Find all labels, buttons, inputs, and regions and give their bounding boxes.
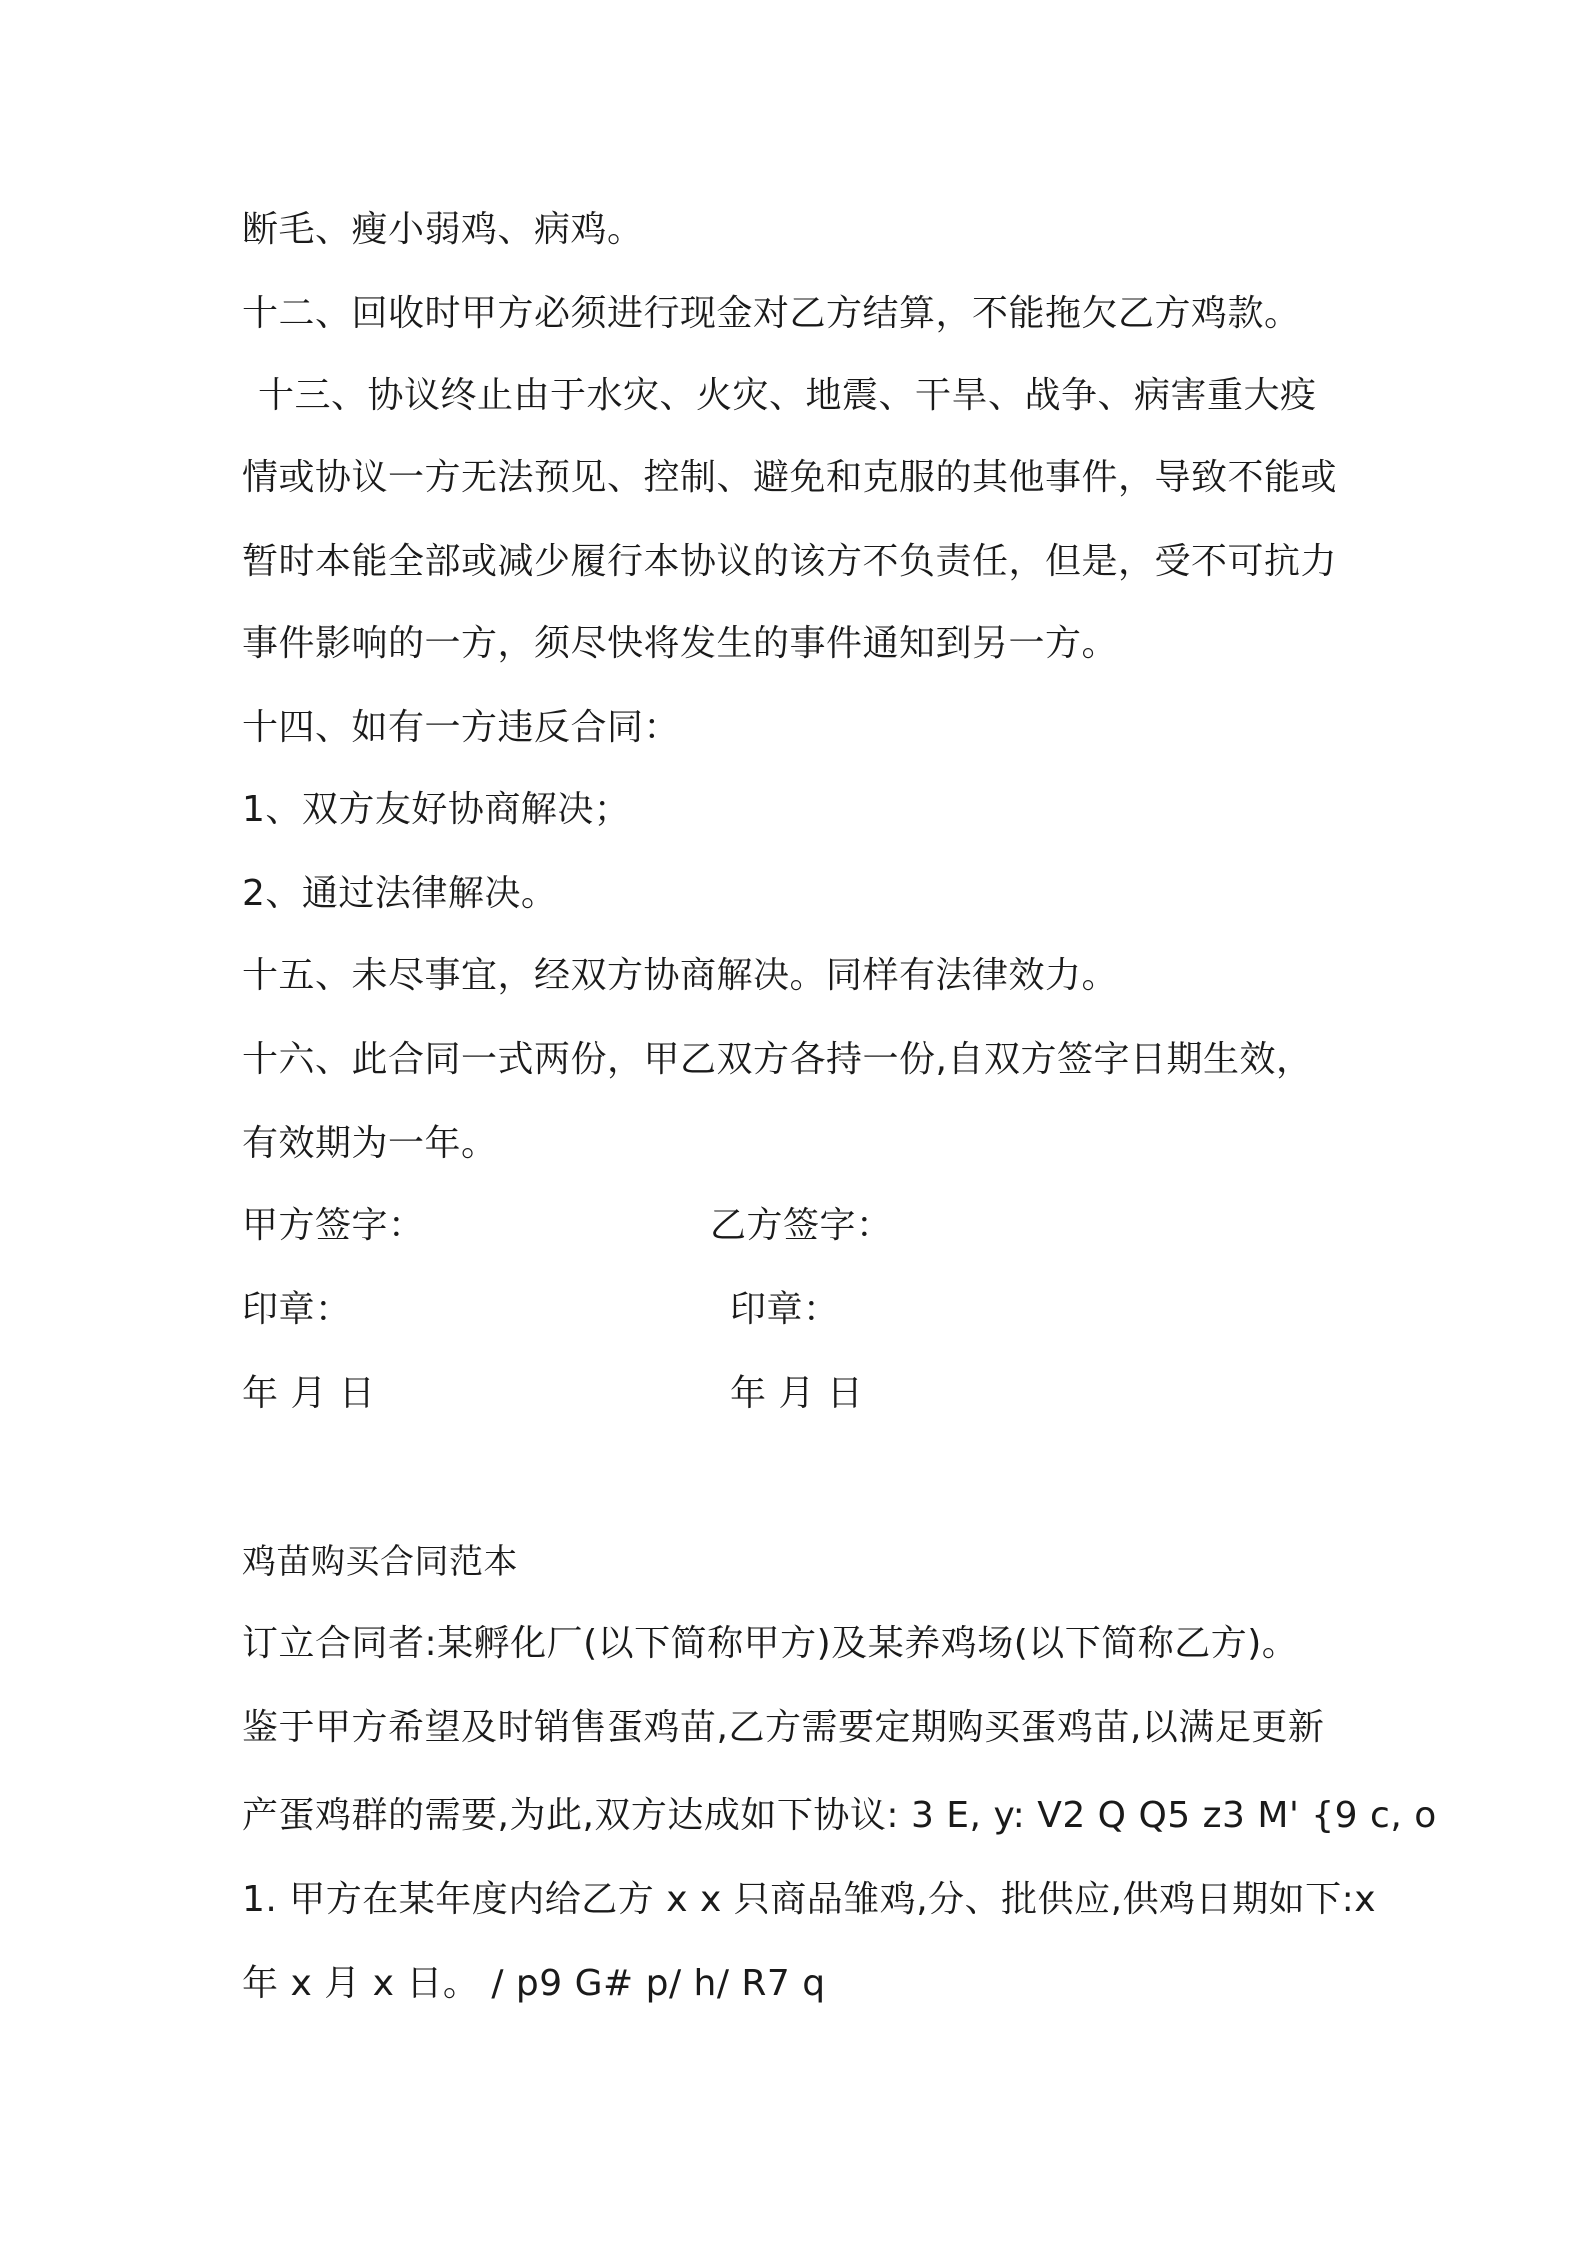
clause-15: 十五、未尽事宜，经双方协商解决。同样有法律效力。 [242,955,1119,996]
second-contract-clause-1-line-2: 年 x 月 x 日。 / p9 G# p/ h/ R7 q [242,1963,826,2004]
clause-14-item-1: 1、双方友好协商解决； [242,789,631,830]
clause-14: 十四、如有一方违反合同： [242,707,681,748]
clause-11-continuation: 断毛、瘦小弱鸡、病鸡。 [242,209,644,250]
second-contract-preamble-1: 鉴于甲方希望及时销售蛋鸡苗,乙方需要定期购买蛋鸡苗,以满足更新 [242,1707,1325,1748]
party-a-date-label: 年 月 日 [242,1373,376,1414]
second-contract-clause-1-line-1: 1. 甲方在某年度内给乙方 x x 只商品雏鸡,分、批供应,供鸡日期如下:x [242,1879,1377,1920]
party-a-seal-label: 印章： [242,1289,352,1330]
clause-13-line-3: 暂时本能全部或减少履行本协议的该方不负责任，但是，受不可抗力 [242,541,1338,582]
clause-16-line-1: 十六、此合同一式两份，甲乙双方各持一份,自双方签字日期生效， [242,1039,1313,1080]
party-b-date-label: 年 月 日 [730,1373,864,1414]
party-b-signature-label: 乙方签字： [710,1205,893,1246]
clause-16-line-2: 有效期为一年。 [242,1123,498,1164]
clause-13-line-1: 十三、协议终止由于水灾、火灾、地震、干旱、战争、病害重大疫 [258,375,1317,416]
party-b-seal-label: 印章： [730,1289,840,1330]
clause-14-item-2: 2、通过法律解决。 [242,873,558,914]
second-contract-title: 鸡苗购买合同范本 [242,1542,518,1582]
clause-13-line-4: 事件影响的一方，须尽快将发生的事件通知到另一方。 [242,623,1119,664]
second-contract-preamble-2: 产蛋鸡群的需要,为此,双方达成如下协议: 3 E, y: V2 Q Q5 z3 M' {9 c, o [242,1795,1437,1836]
second-contract-parties: 订立合同者:某孵化厂(以下简称甲方)及某养鸡场(以下简称乙方)。 [242,1623,1299,1664]
clause-13-line-2: 情或协议一方无法预见、控制、避免和克服的其他事件，导致不能或 [242,457,1338,498]
party-a-signature-label: 甲方签字： [242,1205,425,1246]
clause-12: 十二、回收时甲方必须进行现金对乙方结算，不能拖欠乙方鸡款。 [242,293,1301,334]
